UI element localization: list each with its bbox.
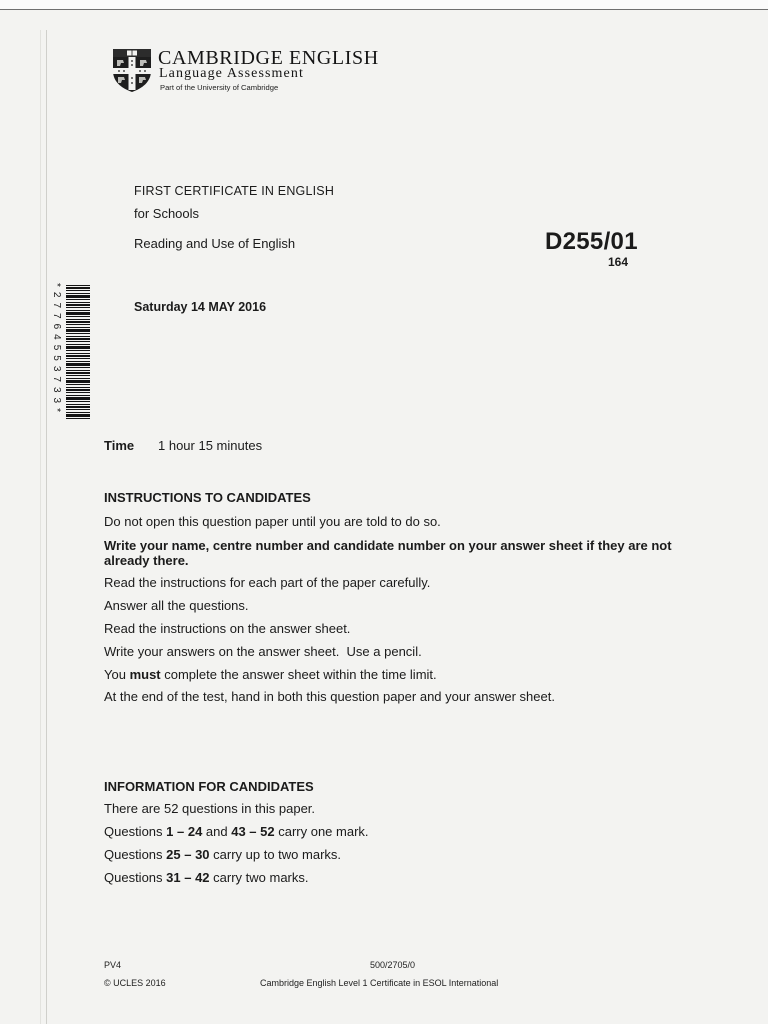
instruction-item-bold xyxy=(104,538,716,568)
information-item xyxy=(104,824,716,839)
instruction-item xyxy=(104,667,716,682)
question-range: 43 – 52 xyxy=(231,824,275,839)
information-text: carry one mark. xyxy=(274,824,369,839)
instruction-text: Answer all the questions. xyxy=(104,598,249,613)
cambridge-crest-icon xyxy=(111,47,153,93)
instruction-emphasis: must xyxy=(129,667,161,682)
information-text: carry two marks. xyxy=(209,870,309,885)
footer-qualification: Cambridge English Level 1 Certificate in ESOL International xyxy=(260,978,499,988)
information-text: There are 52 questions in this paper. xyxy=(104,801,316,816)
instruction-text: You xyxy=(104,667,130,682)
information-text: carry up to two marks. xyxy=(209,847,342,862)
question-range: 31 – 42 xyxy=(166,870,210,885)
scan-left-shadow xyxy=(40,30,41,1024)
instruction-text: Do not open this question paper until you are told to do so. xyxy=(104,514,441,529)
instruction-item xyxy=(104,644,716,659)
instructions-heading: INSTRUCTIONS TO CANDIDATES xyxy=(104,490,311,505)
instruction-item xyxy=(104,598,716,613)
logo-subtitle: Language Assessment xyxy=(159,66,304,81)
logo-tagline: Part of the University of Cambridge xyxy=(160,83,279,92)
information-item xyxy=(104,801,716,816)
logo-title: CAMBRIDGE ENGLISH xyxy=(158,47,379,69)
instruction-text: complete the answer sheet within the time limit. xyxy=(160,667,437,682)
exam-sub-code: 164 xyxy=(608,255,629,269)
scan-left-edge xyxy=(46,30,47,1024)
information-text: Questions xyxy=(104,824,167,839)
exam-name: FIRST CERTIFICATE IN ENGLISH xyxy=(134,184,335,198)
information-text: Questions xyxy=(104,870,167,885)
instruction-text: At the end of the test, hand in both this question paper and your answer sheet. xyxy=(104,689,555,704)
exam-paper-title: Reading and Use of English xyxy=(134,236,296,251)
question-range: 25 – 30 xyxy=(166,847,210,862)
footer-code-center: 500/2705/0 xyxy=(370,960,416,970)
instruction-item xyxy=(104,689,716,704)
exam-code: D255/01 xyxy=(545,228,638,255)
information-item xyxy=(104,847,716,862)
instruction-text: Read the instructions on the answer sheet. xyxy=(104,621,351,636)
information-heading: INFORMATION FOR CANDIDATES xyxy=(104,779,314,794)
instruction-item xyxy=(104,621,716,636)
information-text: Questions xyxy=(104,847,167,862)
instruction-item xyxy=(104,514,716,529)
instruction-text: Write your answers on the answer sheet. Use a pencil. xyxy=(104,644,422,659)
instruction-item xyxy=(104,575,716,590)
scan-top-edge xyxy=(0,0,768,10)
footer-code-left: PV4 xyxy=(104,960,122,970)
instruction-text: Write your name, centre number and candidate number on your answer sheet if they are not already there. xyxy=(104,538,676,568)
barcode-number: *27764553733* xyxy=(51,283,62,417)
instruction-text: Read the instructions for each part of the paper carefully. xyxy=(104,575,431,590)
information-item xyxy=(104,870,716,885)
information-text: and xyxy=(202,824,232,839)
barcode xyxy=(66,285,90,421)
exam-variant: for Schools xyxy=(134,206,200,221)
time-label: Time xyxy=(104,438,135,453)
footer-copyright: © UCLES 2016 xyxy=(104,978,166,988)
time-value: 1 hour 15 minutes xyxy=(158,438,263,453)
question-range: 1 – 24 xyxy=(166,824,203,839)
exam-date: Saturday 14 MAY 2016 xyxy=(134,300,267,314)
